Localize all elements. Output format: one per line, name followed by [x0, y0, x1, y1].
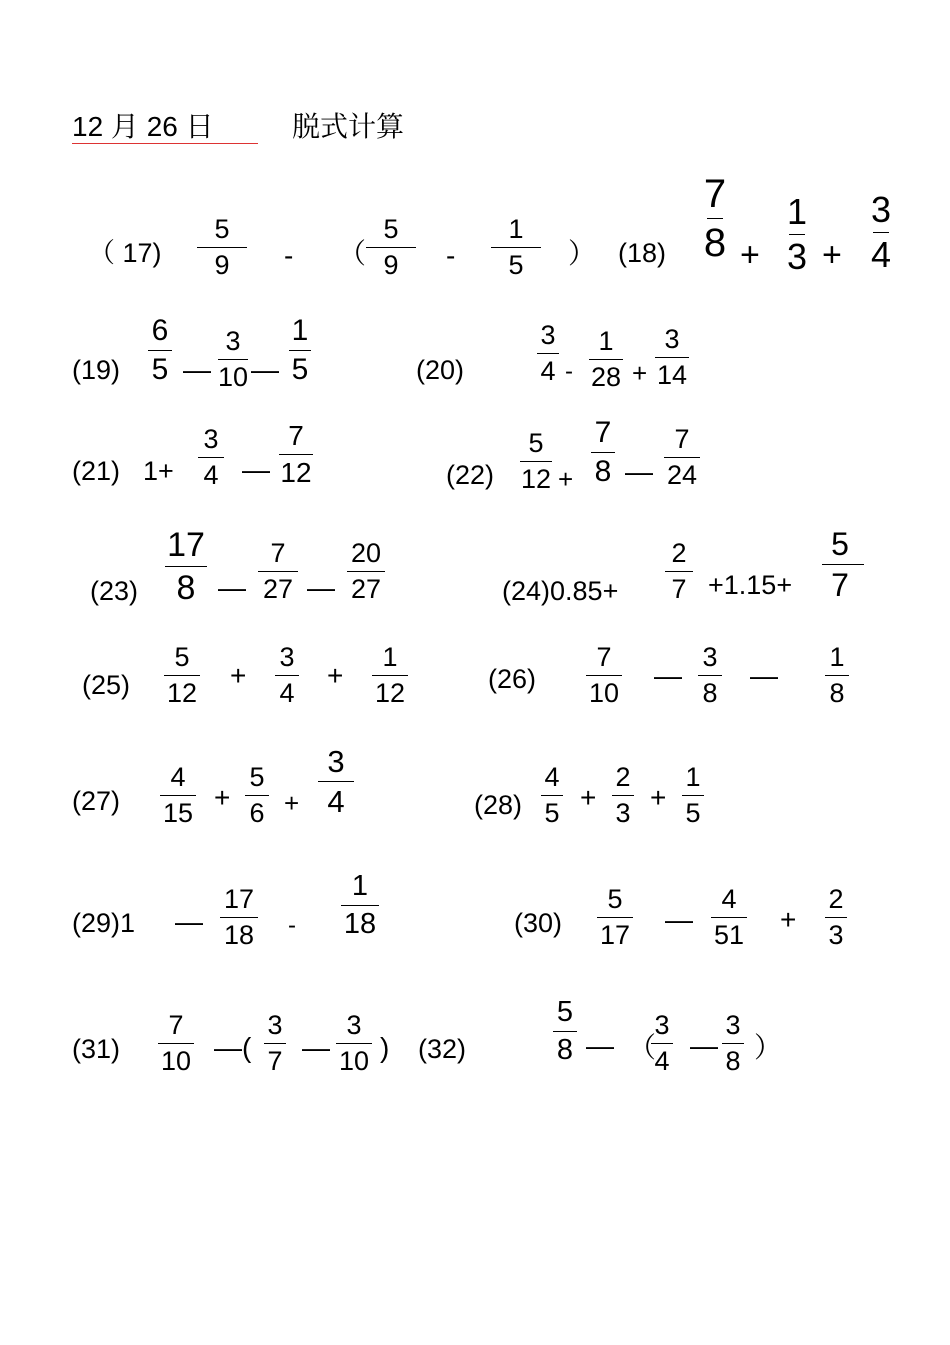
operator: +: [632, 358, 648, 388]
operator: -: [288, 912, 296, 939]
operator: +: [650, 782, 667, 813]
problem-label: (20): [416, 355, 465, 385]
operator: —: [307, 572, 335, 603]
fraction: 1 12: [370, 644, 410, 707]
operator: +: [284, 788, 300, 818]
problem-label: (19): [72, 355, 121, 385]
fraction: 5 6: [243, 764, 271, 827]
problem-label: (26): [488, 664, 537, 694]
fraction: 17 18: [218, 886, 260, 949]
paren: ）: [568, 238, 597, 269]
fraction: 1 8: [822, 644, 852, 707]
fraction: 5 12: [520, 428, 552, 494]
operator: —: [750, 660, 778, 691]
problem-label: (21): [72, 456, 121, 486]
operator: +: [580, 782, 597, 813]
operator: —: [625, 456, 653, 487]
fraction: 3 7: [262, 1012, 288, 1075]
fraction: 7 24: [662, 426, 702, 489]
date-heading: 12 月 26 日: [72, 111, 214, 142]
fraction: 7 8: [703, 172, 727, 265]
fraction: 4 5: [538, 764, 566, 827]
fraction: 3 14: [656, 324, 688, 390]
operator: -: [565, 358, 573, 385]
leading-term: 1+: [143, 456, 174, 486]
fraction: 5 9: [366, 216, 416, 279]
fraction: 3 4: [870, 189, 892, 275]
fraction: 3 10: [335, 1012, 373, 1075]
fraction: 3 4: [196, 426, 226, 489]
paren: （: [338, 238, 367, 269]
fraction: 6 5: [145, 316, 175, 385]
operator: +: [230, 660, 247, 691]
fraction: 4 15: [158, 764, 198, 827]
paren: ): [380, 1032, 390, 1063]
fraction: 1 3: [786, 191, 808, 277]
fraction: 3 4: [272, 644, 302, 707]
fraction: 2 3: [609, 764, 637, 827]
fraction: 3 4: [318, 746, 354, 817]
fraction: 5 8: [550, 998, 580, 1065]
fraction: 3 10: [217, 326, 249, 392]
fraction: 3 4: [533, 322, 563, 385]
fraction: 7 27: [258, 540, 298, 603]
operator: -: [284, 240, 294, 271]
middle-term: +1.15+: [708, 570, 793, 600]
fraction: 7 12: [280, 420, 312, 488]
problem-label: (29)1: [72, 908, 136, 938]
operator: +: [558, 464, 574, 494]
problem-label: (24)0.85+: [502, 576, 619, 606]
fraction: 17 8: [164, 528, 208, 605]
operator: +: [327, 660, 344, 691]
fraction: 1 18: [340, 872, 380, 939]
fraction: 1 5: [285, 316, 315, 385]
fraction: 5 17: [594, 886, 636, 949]
fraction: 3 8: [695, 644, 725, 707]
paren: （: [628, 1032, 657, 1063]
fraction: 1 5: [491, 216, 541, 279]
fraction: 1 5: [679, 764, 707, 827]
fraction: 3 8: [720, 1012, 746, 1075]
fraction: 7 10: [156, 1012, 196, 1075]
operator: +: [822, 236, 842, 274]
operator: +: [214, 782, 231, 813]
worksheet-title: 脱式计算: [292, 110, 405, 143]
fraction: 5 9: [197, 216, 247, 279]
operator: —: [654, 660, 682, 691]
paren: ）: [754, 1032, 783, 1063]
operator: —: [665, 904, 693, 935]
operator: —: [183, 354, 211, 385]
fraction: 5 7: [822, 528, 858, 601]
problem-label: (30): [514, 908, 563, 938]
fraction: 5 12: [162, 644, 202, 707]
problem-label: (27): [72, 786, 121, 816]
fraction: 2 7: [664, 540, 694, 603]
operator: —: [242, 454, 270, 485]
operator: —: [218, 572, 246, 603]
operator: -: [446, 240, 456, 271]
problem-label: (28): [474, 790, 523, 820]
fraction: 1 28: [590, 326, 622, 392]
problem-label: （ 17): [88, 238, 162, 268]
problem-label: (18): [618, 238, 667, 268]
problem-label: (32): [418, 1034, 467, 1064]
problem-label: (23): [90, 576, 139, 606]
fraction: 3 4: [649, 1012, 675, 1075]
operator: —(: [214, 1032, 252, 1063]
operator: +: [740, 236, 760, 274]
fraction: 20 27: [346, 540, 386, 603]
operator: —: [302, 1032, 330, 1063]
fraction: 7 10: [584, 644, 624, 707]
problem-label: (22): [446, 460, 495, 490]
fraction: 4 51: [709, 886, 749, 949]
operator: +: [780, 904, 797, 935]
operator: —: [175, 906, 203, 937]
operator: —: [586, 1030, 614, 1061]
operator: —: [251, 354, 279, 385]
problem-label: (25): [82, 670, 131, 700]
fraction: 2 3: [822, 886, 850, 949]
operator: —: [690, 1030, 718, 1061]
problem-label: (31): [72, 1034, 121, 1064]
date-underline: [72, 143, 258, 144]
fraction: 7 8: [588, 418, 618, 487]
